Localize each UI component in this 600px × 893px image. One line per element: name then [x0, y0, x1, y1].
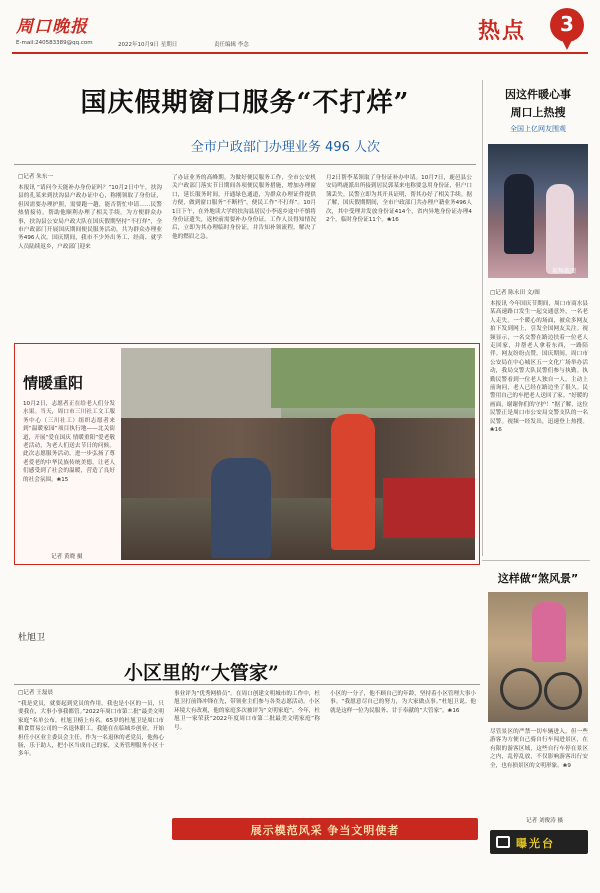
page-number-tip: [561, 38, 573, 50]
masthead-email: E-mail:240583389@qq.com: [16, 40, 93, 46]
sidebar-divider: [482, 80, 483, 556]
sidebar-top-byline: □记者 陈永田 文/图: [490, 290, 540, 296]
masthead-date: 2022年10月9日 星期日: [118, 42, 178, 48]
community-headline: 小区里的“大管家”: [124, 662, 279, 684]
sidebar-top-title-2: 周口上热搜: [510, 106, 566, 119]
sidebar-bottom-text: 尽管景区的严禁一切车辆进入，但一些游客为方便自己骑自行车闯进景区，在有限的游客区域，这些自行车停在景区之内，乱停乱放，不仅影响游客出行安全，也有损景区的文明形象。❀9: [490, 729, 588, 769]
sidebar-bottom: [482, 560, 590, 860]
sidebar-bottom-title: 这样做“煞风景”: [497, 572, 579, 585]
exposure-column-logo: [490, 830, 588, 854]
masthead-editor: 责任编辑 李念: [214, 42, 249, 48]
sidebar-top-text: 本报讯 今年国庆节期间，周口市商水县某高速路口发生一起交通意外，一名老人走失。一个暖心的场面，被众多网友拍下发到网上，引发全国网友关注。视频显示，一名交警在路边扶着一位老人走回家，并帮老人拿着东西，一路陪伴。网友纷纷点赞。国庆期间，周口市公安局在中心城区五一文化广场举办活动，我局交警大队民警们参与执勤。执勤民警看到一位老人独自一人，主动上前询问，老人已经在路边坐了很久。民警用自己的车把老人送回了家。“好暖的画面，谢谢你们的守护！”据了解，这位民警正是周口市公安局交警支队的一名民警。视频一经发出，迅速登上热搜。❀16: [490, 301, 588, 434]
photo-bicycle-back: [544, 672, 582, 710]
photo-trees: [271, 348, 475, 408]
exposure-column-title: 曝光台: [516, 837, 555, 850]
main-headline: 国庆假期窗口服务“不打烊”: [80, 88, 410, 118]
sidebar-top: [482, 80, 590, 556]
sidebar-bottom-byline: 记者 刘俊涛 摄: [526, 818, 564, 824]
main-byline: □记者 朱东一: [18, 174, 54, 180]
main-story: [14, 60, 476, 340]
community-col-3: 小区的一分子，他不顾自己的年龄，坚持着小区管理大事小事。“我愿意尽自己的努力，为大家做点事。”杜旭卫说。他就是这样一位为民服务、甘于奉献的“大管家”。❀16: [330, 691, 476, 714]
sidebar-bottom-photo: [488, 592, 588, 722]
main-subheadline: 全市户政部门办理业务 496 人次: [190, 140, 380, 155]
photo-building: [121, 348, 281, 418]
sidebar-top-title-1: 因这件暖心事: [505, 88, 571, 101]
feature-byline: 记者 黄晓 摄: [51, 554, 83, 560]
feature-text: 10月2日，志愿者正在给老人们分发水果。当天，周口市三川社工文工服务中心（三川社工）组织志愿者来到“温暖家园”项目执行地——北关街道，开展“爱在国庆 情暖重阳”爱老敬老活动，为老人们送去节日的问候。此次志愿服务活动，进一步弘扬了尊老爱老的中华民族传统美德，让老人们感受到了社会的温暖，营造了良好的社会氛围。❀15: [23, 401, 115, 483]
community-col-2: 事业评为“优秀网格员”。在周口创建文明城市的工作中，杜旭卫打前锋冲锋在先，带领业主们参与各类志愿活动。小区环境大有改观，他的家庭多次被评为“文明家庭”。今年，杜旭卫一家荣获“2022年度周口市第二批最美文明家庭”称号。: [174, 691, 320, 731]
photo-elder: [211, 458, 271, 558]
community-col-1: “我是党员，就要起到党员的作用，我也是小区的一员，只要我在，大事小事我都管。”2022年周口市第二批“最美文明家庭”名单公布，杜旭卫榜上有名。65岁的杜旭卫是周口市粮食贸易公司的一名退休职工。我能在在临城乡创业，开始担任小区业主委员会主任。作为一名退休的老党员，他热心肠，乐于助人，把小区当成自己的家，义务管理服务小区十多年。: [18, 701, 164, 758]
sidebar-bottom-rule: [482, 560, 590, 561]
feature-title: 情暖重阳: [23, 374, 84, 392]
community-rule: [14, 684, 480, 685]
photo-volunteer: [331, 414, 375, 550]
main-col-2: 了办证业务的高峰期。为做好便民服务工作，全市公安机关户政部门落实节日期间各项便民服务措施，增加办理窗口，延长服务时间，开通绿色通道，为群众办理证件提供方便，做到窗口服务“不断档”，便民工作“不打烊”。10月1日下午，在外地读大学的扶沟县居民小李返乡途中不慎将身份证遗失，返校前需要补办身份证。工作人员得知情况后，立即为其办理临时身份证，并告知补领流程，解决了他的燃眉之急。: [172, 175, 316, 240]
community-person-name: 杜旭卫: [18, 633, 46, 643]
photo-bicycle-front: [500, 668, 542, 710]
feature-box: [14, 343, 480, 565]
masthead: [0, 0, 600, 58]
masthead-rule: [12, 52, 588, 54]
sidebar-top-photo: [488, 144, 588, 278]
masthead-logo: 周口晚报: [16, 17, 88, 37]
main-col-1: 本报讯 “请问今天能补办身份证吗？”10月2日中午，扶沟县的孔某来到扶沟县户政办证中心，称刚领取了身份证，但因需要办理护照，需要跑一趟，能否帮忙申请……民警热情接待，帮助他顺利办理了相关手续。为方便群众办事，扶沟县公安局户政大队在国庆假期坚持“不打烊”，全市户政部门开展国庆期间便民服务活动，共为群众办理业务496人次。国庆期间，我市不少外出务工、经商、就学人员陆续返乡，户政部门迎来: [18, 185, 162, 250]
main-col-3: 月2日帮李某领取了身份证补办申请。10月7日，鹿邑县公安局鸣鹿派出所接到居民郭某来电称要急用身份证，但户口簿丢失。民警立即为其开具证明，帮其办好了相关手续。据了解，国庆假期期间，全市户政部门共办理户籍业务496人次，其中受理并发放身份证414个，省内异地身份证办理42个，临时身份证11个。❀16: [326, 175, 472, 224]
feature-photo: [121, 348, 475, 560]
photo-figure-officer: [504, 174, 534, 254]
community-byline: □记者 王磊晨: [18, 690, 54, 696]
community-story: [14, 570, 480, 840]
page-number: 3: [560, 12, 574, 36]
camera-icon: [496, 836, 510, 848]
section-title: 热点: [478, 18, 527, 44]
photo-figure-woman: [546, 184, 577, 275]
sidebar-top-subtitle: 全国上亿网友围观: [510, 125, 566, 133]
main-rule: [14, 164, 476, 165]
photo-table: [383, 478, 475, 538]
photo-person: [532, 602, 566, 662]
civilization-banner: [172, 818, 478, 840]
photo-caption: 视频截图: [552, 268, 577, 275]
banner-text: 展示模范风采 争当文明使者: [250, 824, 400, 837]
